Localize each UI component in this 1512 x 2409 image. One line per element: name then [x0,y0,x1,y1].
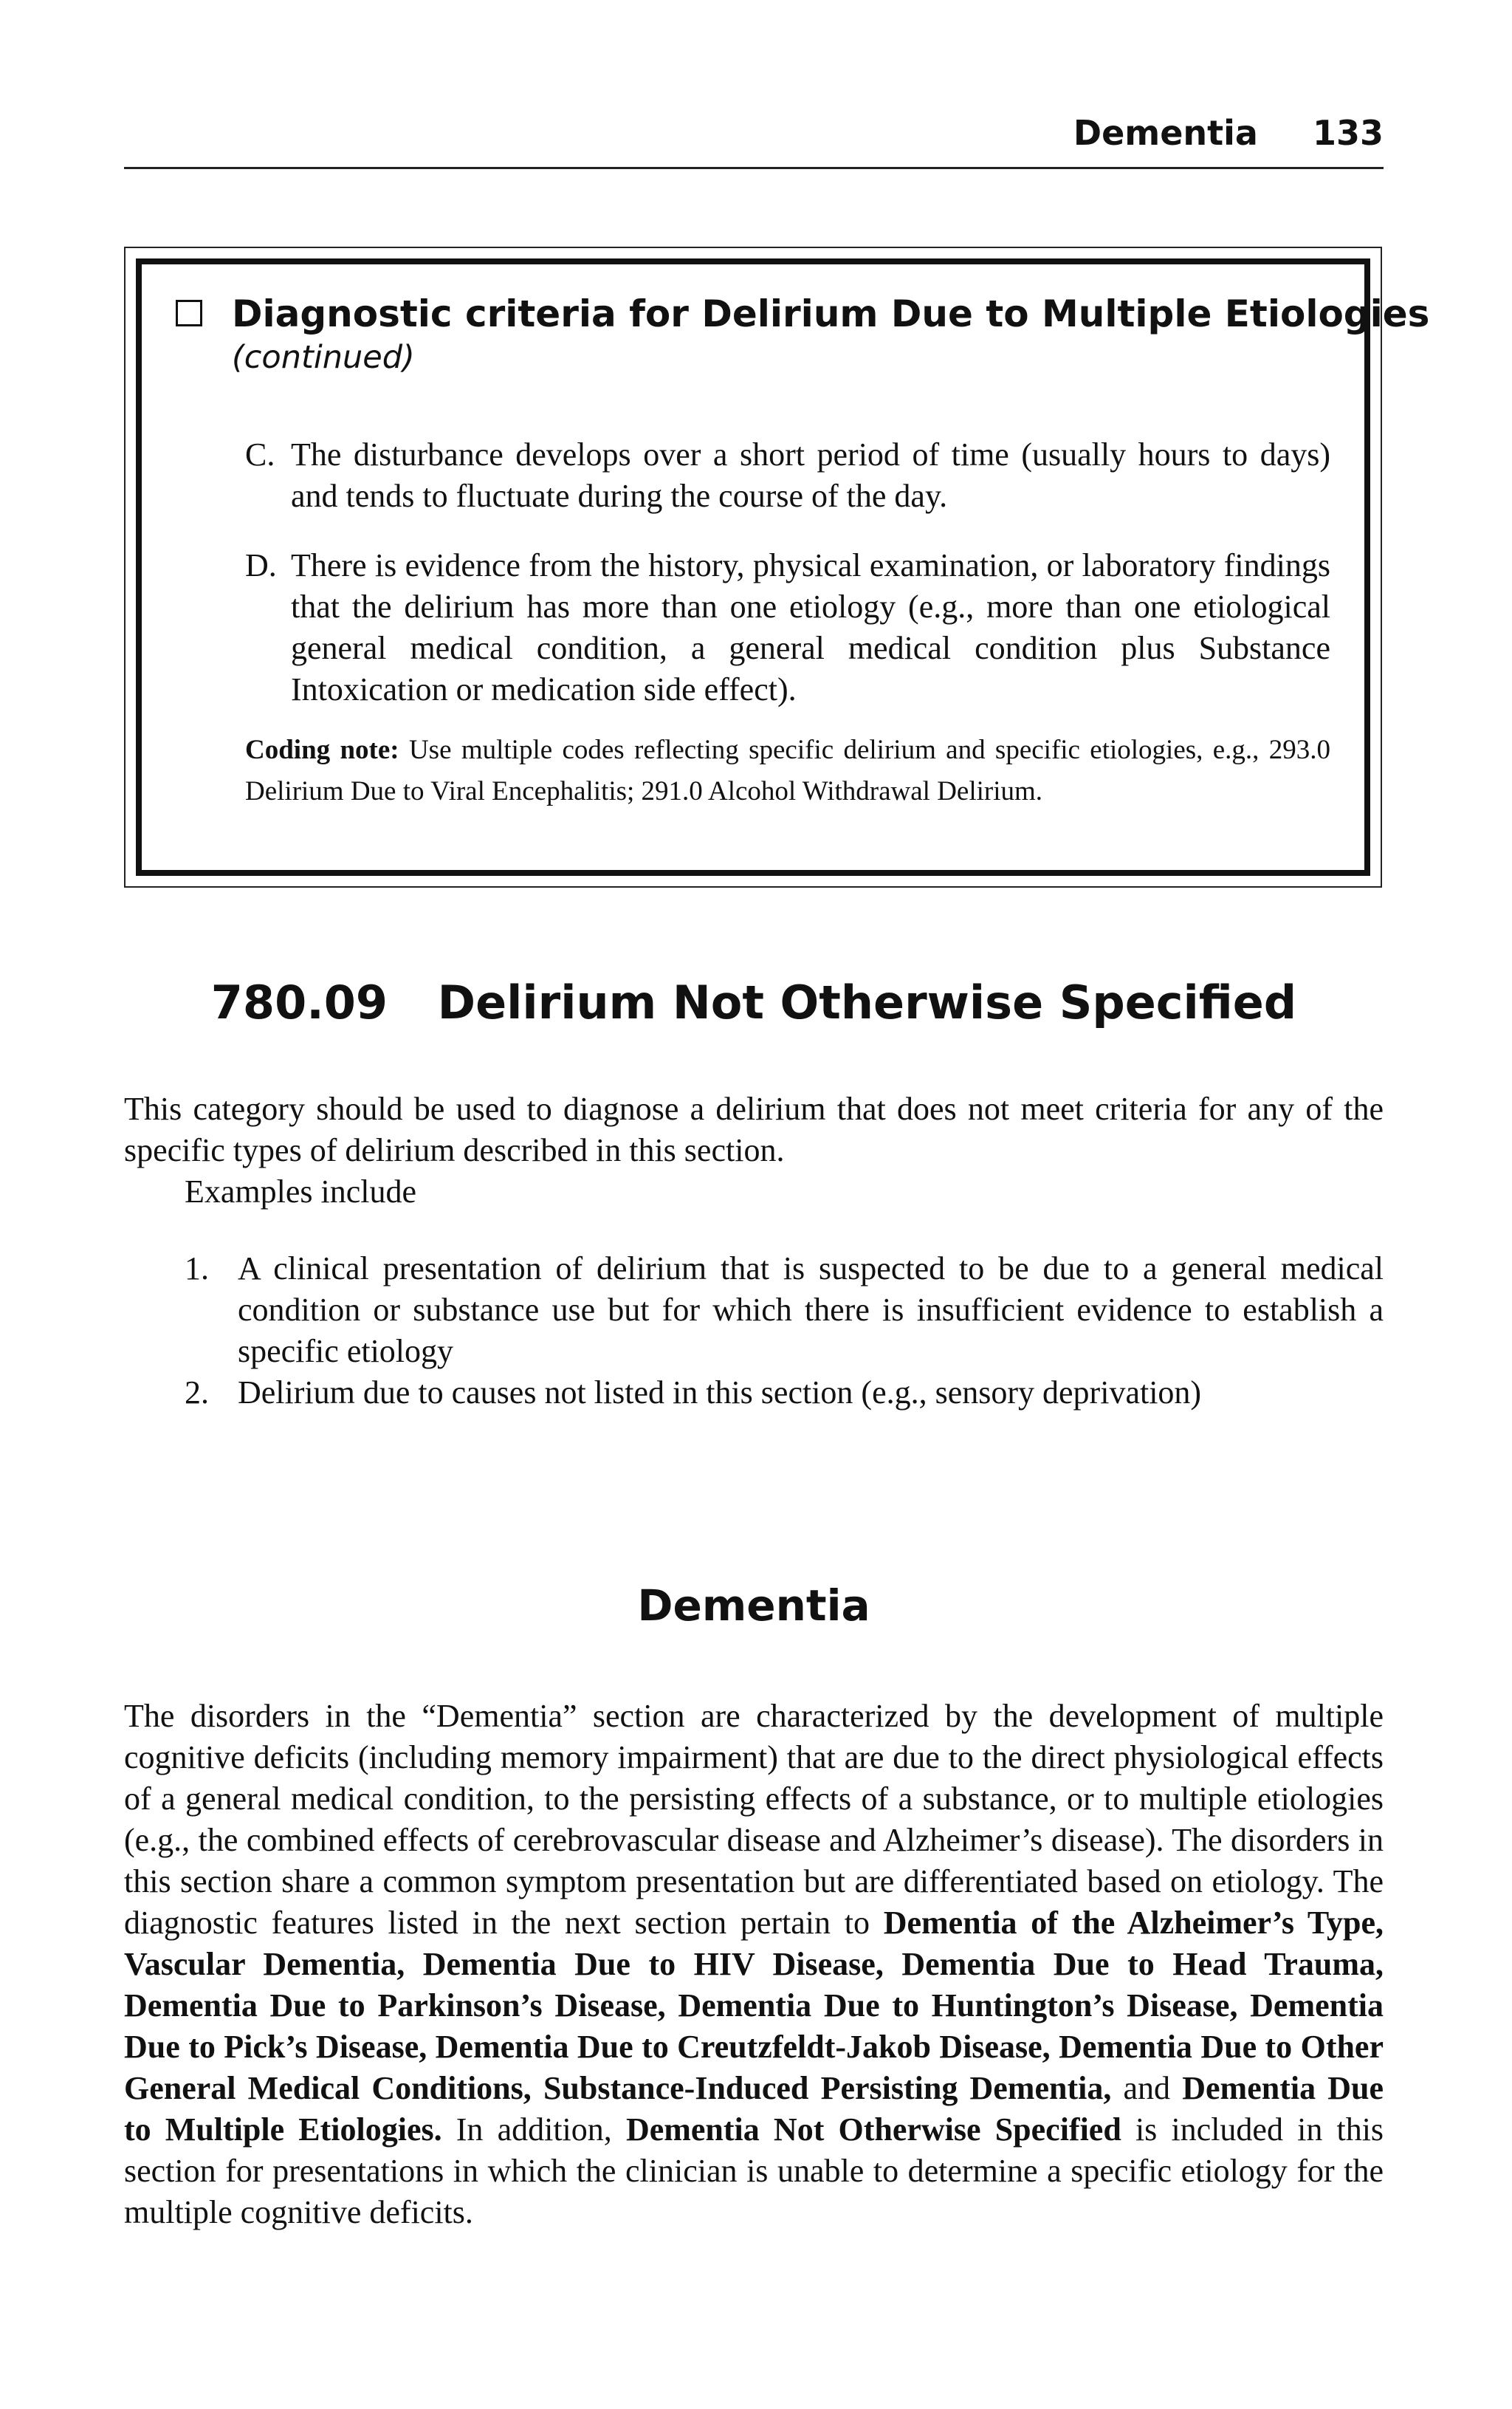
nos-intro-paragraph: This category should be used to diagnose a delirium that does not meet criteria for any of the specific types of delirium described in this section. [124,1091,1384,1168]
list-item-text: A clinical presentation of delirium that is suspected to be due to a general medical condition or substance use but for which there is insufficient evidence to establish a specific etiology [238,1250,1384,1369]
page-number: 133 [1312,113,1384,153]
dementia-bold-list: Dementia of the Alzheimer’s Type, Vascular Dementia, Dementia Due to HIV Disease, Dementia Due to Head Trauma, Dementia Due to Parkinson’s Disease, Dementia Due to Huntington’s Disease, Dementia Due to Pick’s Disease, Dementia Due to Creutzfeldt-Jakob Disease, Dementia Due to Other General Medical Conditions, Substance-Induced Persisting Dementia, [124,1905,1384,2106]
dementia-bold-last: Dementia Due to Multiple Etiologies. [124,2070,1384,2148]
dementia-text-3: is included in this section for presentations in which the clinician is unable to determine a specific etiology for the multiple cognitive deficits. [124,2111,1384,2230]
criteria-box-inner-border [136,258,1430,876]
running-header [124,111,1384,169]
criterion-d [245,545,1330,710]
coding-note-text: Use multiple codes reflecting specific delirium and specific etiologies, e.g., 293.0 Delirium Due to Viral Encephalitis; 291.0 Alcohol Withdrawal Delirium. [245,735,1330,806]
dementia-and: and [1123,2070,1171,2106]
criteria-box [124,247,1430,888]
criterion-text: The disturbance develops over a short period of time (usually hours to days) and tends to fluctuate during the course of the day. [291,436,1330,514]
dementia-bold-nos: Dementia Not Otherwise Specified [625,2111,1121,2148]
dementia-text-1: The disorders in the “Dementia” section are characterized by the development of multiple cognitive deficits (including memory impairment) that are due to the direct physiological effects of a general medical condition, to the persisting effects of a substance, or to multiple etiologies (e.g., the combined effects of cerebrovascular disease and Alzheimer’s disease). The disorders in this section share a common symptom presentation but are differentiated based on etiology. The diagnostic features listed in the next section pertain to [124,1698,1384,1941]
criterion-letter: D. [245,547,277,583]
dementia-paragraph [124,1696,1384,2233]
criterion-text: There is evidence from the history, physical examination, or laboratory findings that the delirium has more than one etiology (e.g., more than one etiological general medical condition, a general medical condition plus Substance Intoxication or medication side effect). [291,547,1330,707]
coding-note-label: Coding note: [245,735,399,765]
criterion-c [245,434,1330,517]
dementia-heading: Dementia [637,1580,870,1631]
list-item-number: 2. [185,1374,209,1411]
list-item [185,1372,1384,1413]
examples-lead: Examples include [185,1173,417,1210]
dementia-text-2: In addition, [456,2111,612,2148]
section-title: Delirium Not Otherwise Specified [437,976,1297,1029]
criteria-box-subtitle: (continued) [232,339,415,376]
list-item-number: 1. [185,1250,209,1286]
coding-note [245,730,1330,812]
section-code: 780.09 [210,976,388,1029]
criteria-box-title: Diagnostic criteria for Delirium Due to Multiple Etiologies [232,292,1430,335]
checkbox-icon [176,300,202,326]
criterion-letter: C. [245,436,275,473]
running-header-title: Dementia [1073,113,1258,153]
section-heading-nos [124,973,1384,1032]
list-item-text: Delirium due to causes not listed in this section (e.g., sensory deprivation) [238,1374,1202,1411]
list-item [185,1248,1384,1372]
